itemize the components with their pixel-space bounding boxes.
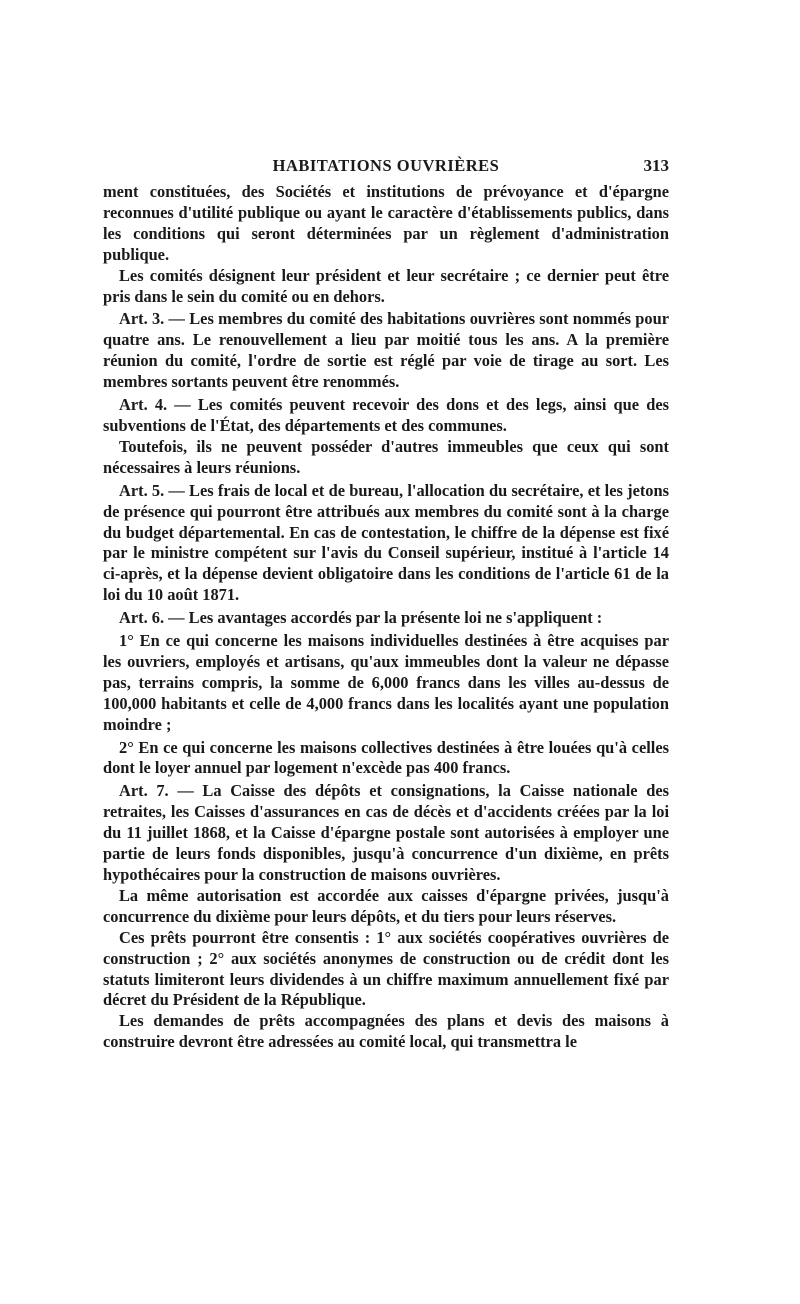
document-page <box>103 152 669 1053</box>
paragraph-ces-prets: Ces prêts pourront être consentis : 1° aux sociétés coopératives ouvrières de construction ; 2° aux sociétés anonymes de construction ou de crédit dont les statuts limiteront leurs dividendes à un chiffre maximum annuellement fixé par décret du Président de la République. <box>103 927 669 1010</box>
paragraph-demandes: Les demandes de prêts accompagnées des plans et devis des maisons à construire devront être adressées au comité local, qui transmettra le <box>103 1011 669 1052</box>
paragraph-meme-autorisation: La même autorisation est accordée aux caisses d'épargne privées, jusqu'à concurrence du dixième pour leurs dépôts, et du tiers pour leurs réserves. <box>103 885 669 926</box>
paragraph-article-4: Art. 4. — Les comités peuvent recevoir des dons et des legs, ainsi que des subventions de l'État, des départements et des communes. <box>103 395 669 435</box>
paragraph-toutefois: Toutefois, ils ne peuvent posséder d'autres immeubles que ceux qui sont nécessaires à leurs réunions. <box>103 436 669 477</box>
page-number: 313 <box>643 156 669 175</box>
paragraph-article-7: Art. 7. — La Caisse des dépôts et consignations, la Caisse nationale des retraites, les Caisses d'assurances en cas de décès et d'accidents créées par la loi du 11 juillet 1868, et la Caisse d'épargne postale sont autorisées à employer une partie de leurs fonds disponibles, jusqu'à concurrence d'un dixième, en prêts hypothécaires pour la construction de maisons ouvrières. <box>103 781 669 884</box>
paragraph-article-6: Art. 6. — Les avantages accordés par la présente loi ne s'appliquent : <box>119 608 603 628</box>
running-header <box>103 152 669 178</box>
paragraph-article-6-item-1: 1° En ce qui concerne les maisons individuelles destinées à être acquises par les ouvriers, employés et artisans, qu'aux immeubles dont la valeur ne dépasse pas, terrains compris, la somme de 6,000 francs dans les villes au-dessus de 100,000 habitants et celle de 4,000 francs dans les localités ayant une population moindre ; <box>103 631 669 734</box>
paragraph-continuation: ment constituées, des Sociétés et institutions de prévoyance et d'épargne reconnues d'utilité publique ou ayant le caractère d'établissements publics, dans les conditions qui seront déterminées par un règlement d'administration publique. <box>103 182 669 264</box>
paragraph-article-3: Art. 3. — Les membres du comité des habitations ouvrières sont nommés pour quatre ans. Le renouvellement a lieu par moitié tous les ans. A la première réunion du comité, l'ordre de sortie est réglé par voie de tirage au sort. Les membres sortants peuvent être renommés. <box>103 309 669 392</box>
body-text <box>103 182 669 1053</box>
paragraph-article-6-item-2: 2° En ce qui concerne les maisons collectives destinées à être louées qu'à celles dont le loyer annuel par logement n'excède pas 400 francs. <box>103 737 669 778</box>
paragraph-article-5: Art. 5. — Les frais de local et de bureau, l'allocation du secrétaire, et les jetons de présence qui pourront être attribués aux membres du comité sont à la charge du budget départemental. En cas de contestation, le chiffre de la dépense est fixé par le ministre compétent sur l'avis du Conseil supérieur, institué à l'article 14 ci-après, et la dépense devient obligatoire dans les conditions de l'article 61 de la loi du 10 août 1871. <box>103 480 669 605</box>
paragraph-comites: Les comités désignent leur président et leur secrétaire ; ce dernier peut être pris dans le sein du comité ou en dehors. <box>103 265 669 306</box>
running-title: HABITATIONS OUVRIÈRES <box>272 156 500 175</box>
